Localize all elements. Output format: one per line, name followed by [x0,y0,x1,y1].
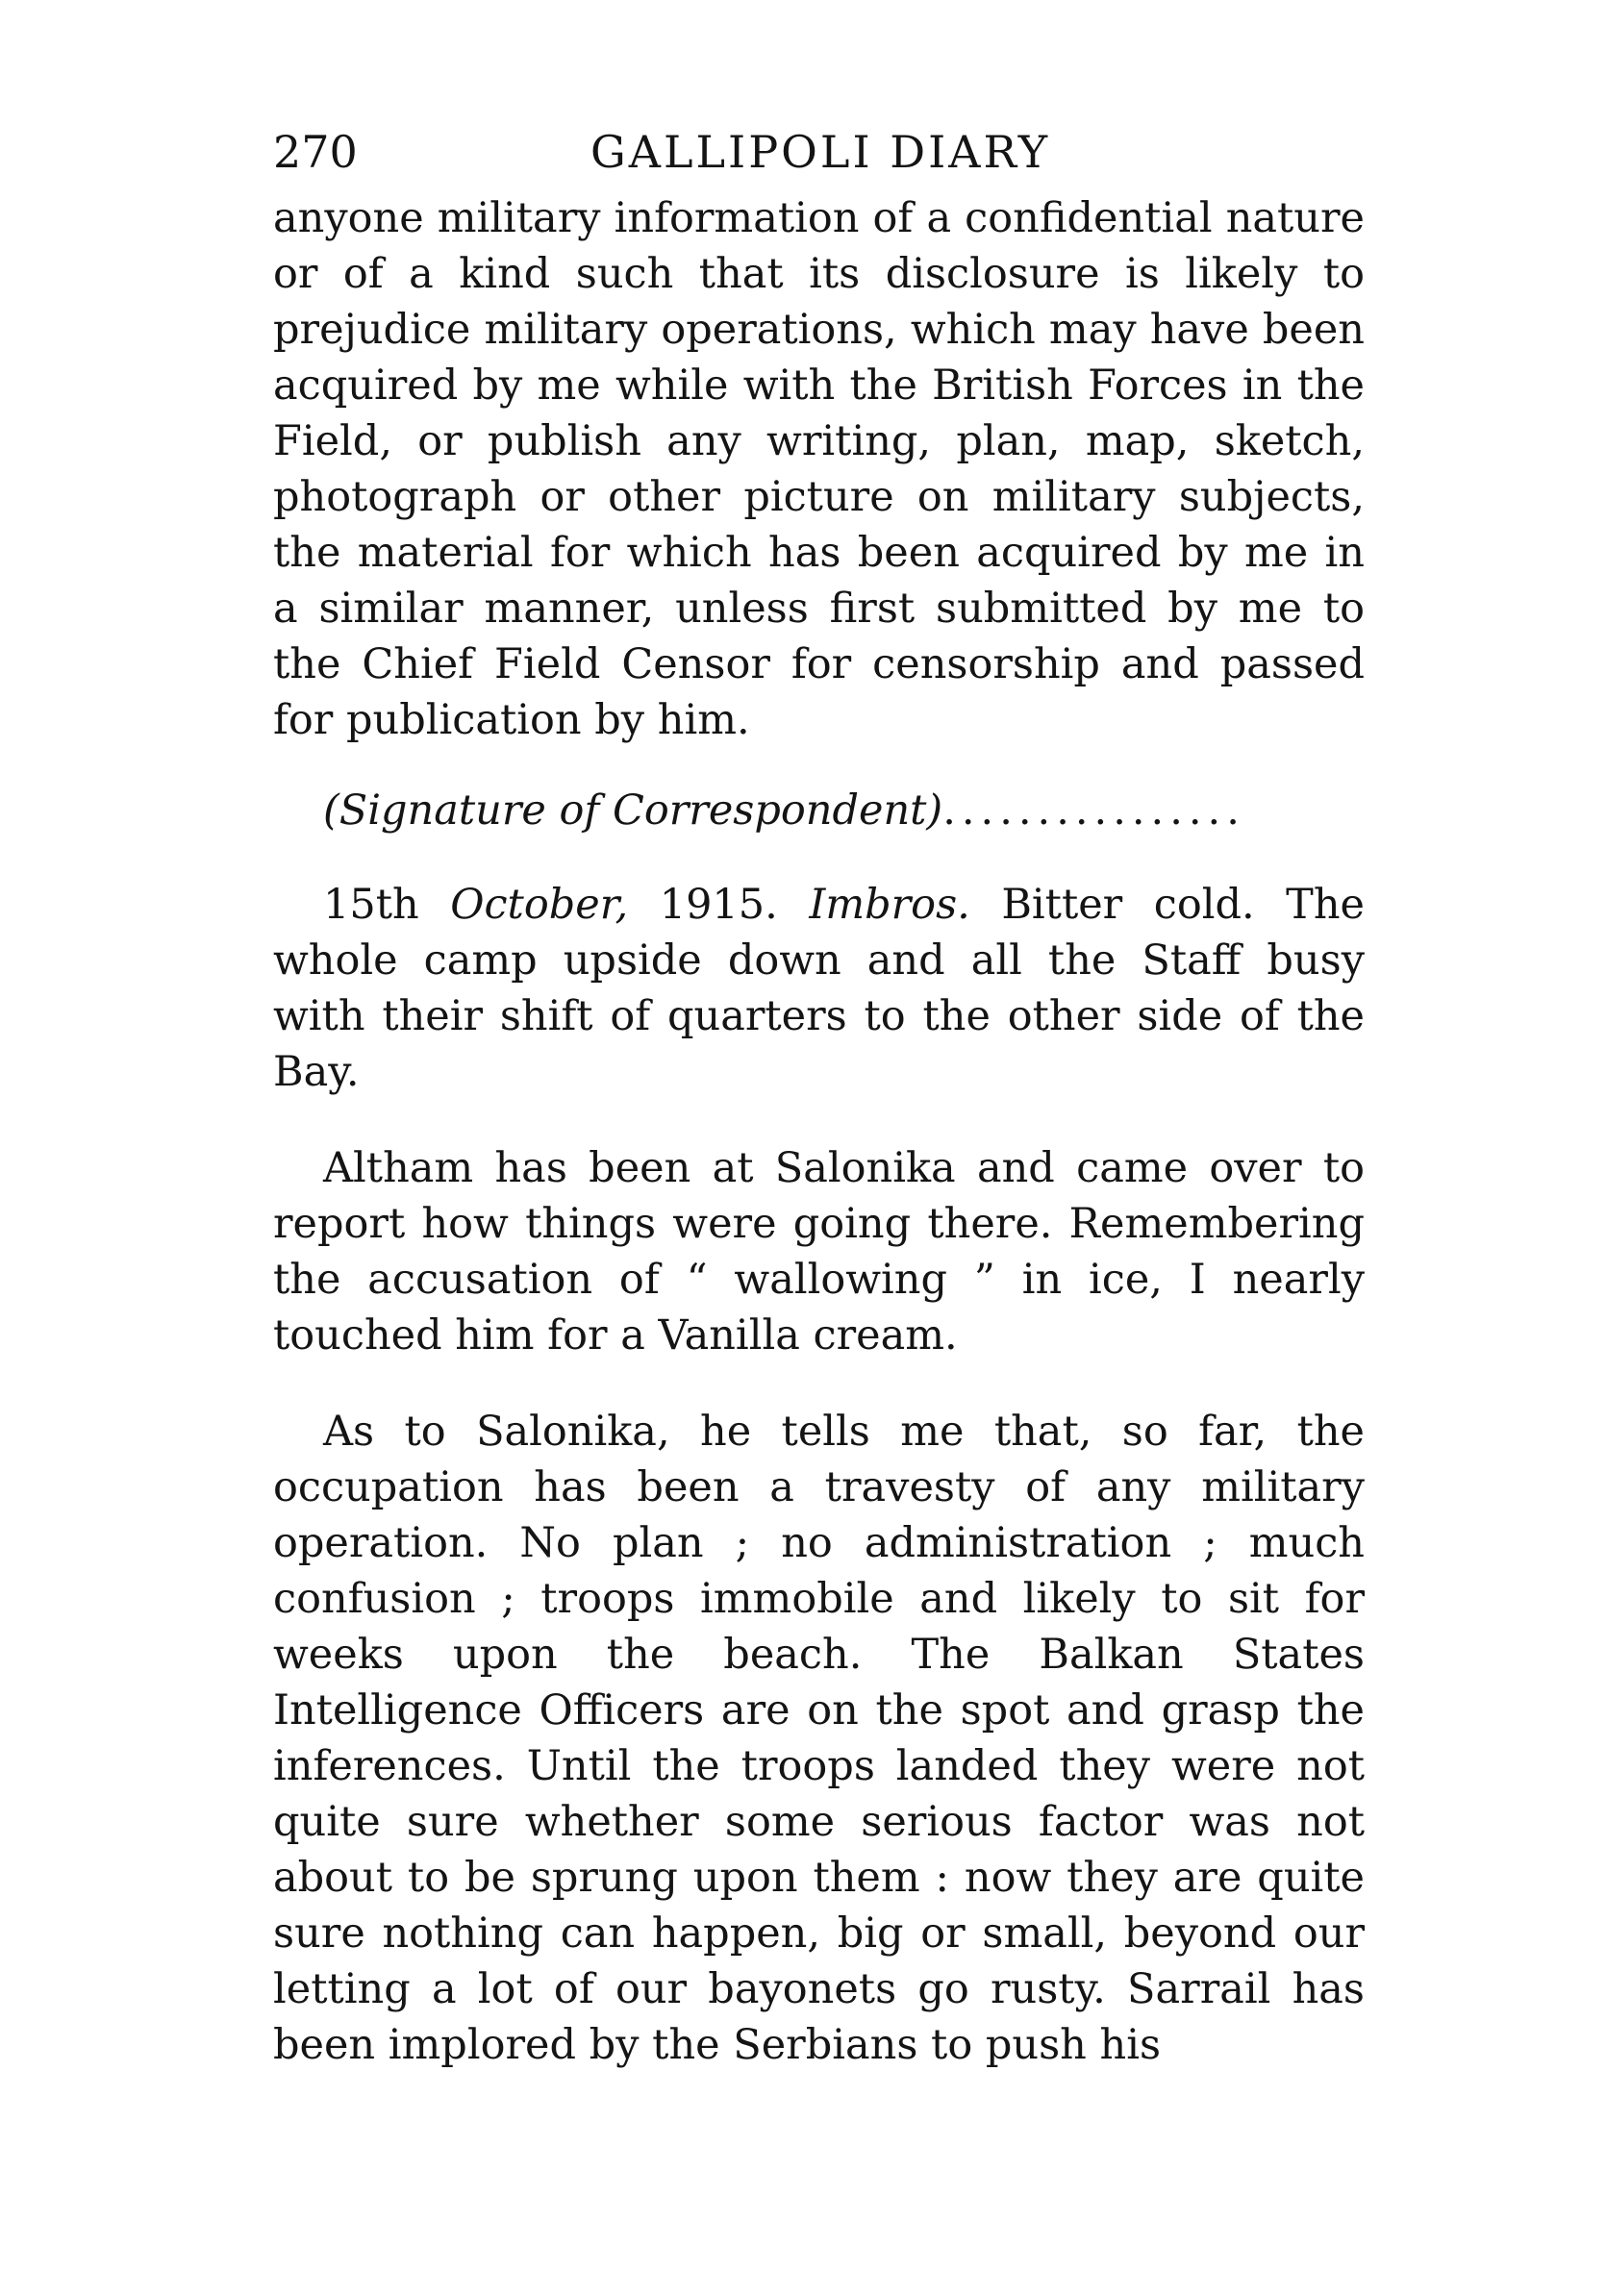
entry-date-month: October, [450,881,629,929]
paragraph-salonika: As to Salonika, he tells me that, so far, the occupation has been a travesty of any military operation. No plan ; no administration ; much confusion ; troops immobile and likely to sit for weeks upon the beach. The Balkan States Intelligence Officers are on the spot and grasp the inferences. Until the troops landed they were not quite sure whether some serious factor was not about to be sprung upon them : now they are quite sure nothing can happen, big or small, beyond our letting a lot of our bayonets go rusty. Sarrail has been implored by the Serbians to push his [273,1408,1365,2069]
paragraph-declaration: anyone military information of a confidential nature or of a kind such that its disclosure is likely to prejudice military operations, which may have been acquired by me while with the British Forces in the Field, or publish any writing, plan, map, sketch, photograph or other picture on military subjects, the material for which has been acquired by me in a similar manner, unless first submitted by me to the Chief Field Censor for censorship and passed for publication by him. [273,194,1365,744]
page-number: 270 [273,126,358,178]
entry-place: Imbros. [809,881,970,929]
paragraph-altham: Altham has been at Salonika and came over to report how things were going there. Remembering the accusation of “ wallowing ” in ice, I nearly touched him for a Vanilla cream. [273,1144,1365,1360]
page-header [273,113,1365,190]
entry-text: Bitter cold. The whole camp upside down and all the Staff busy with their shift of quarters to the other side of the Bay. [273,881,1366,1096]
signature-label: (Signature of Correspondent) [323,786,943,835]
diary-entry [273,877,1365,1100]
entry-date-year: 1915. [659,881,778,929]
book-page [273,113,1365,2073]
entry-date-day: 15th [323,881,419,929]
signature-line [273,783,1365,838]
running-title: GALLIPOLI DIARY [590,126,1051,178]
signature-dots: ................ [942,786,1245,835]
